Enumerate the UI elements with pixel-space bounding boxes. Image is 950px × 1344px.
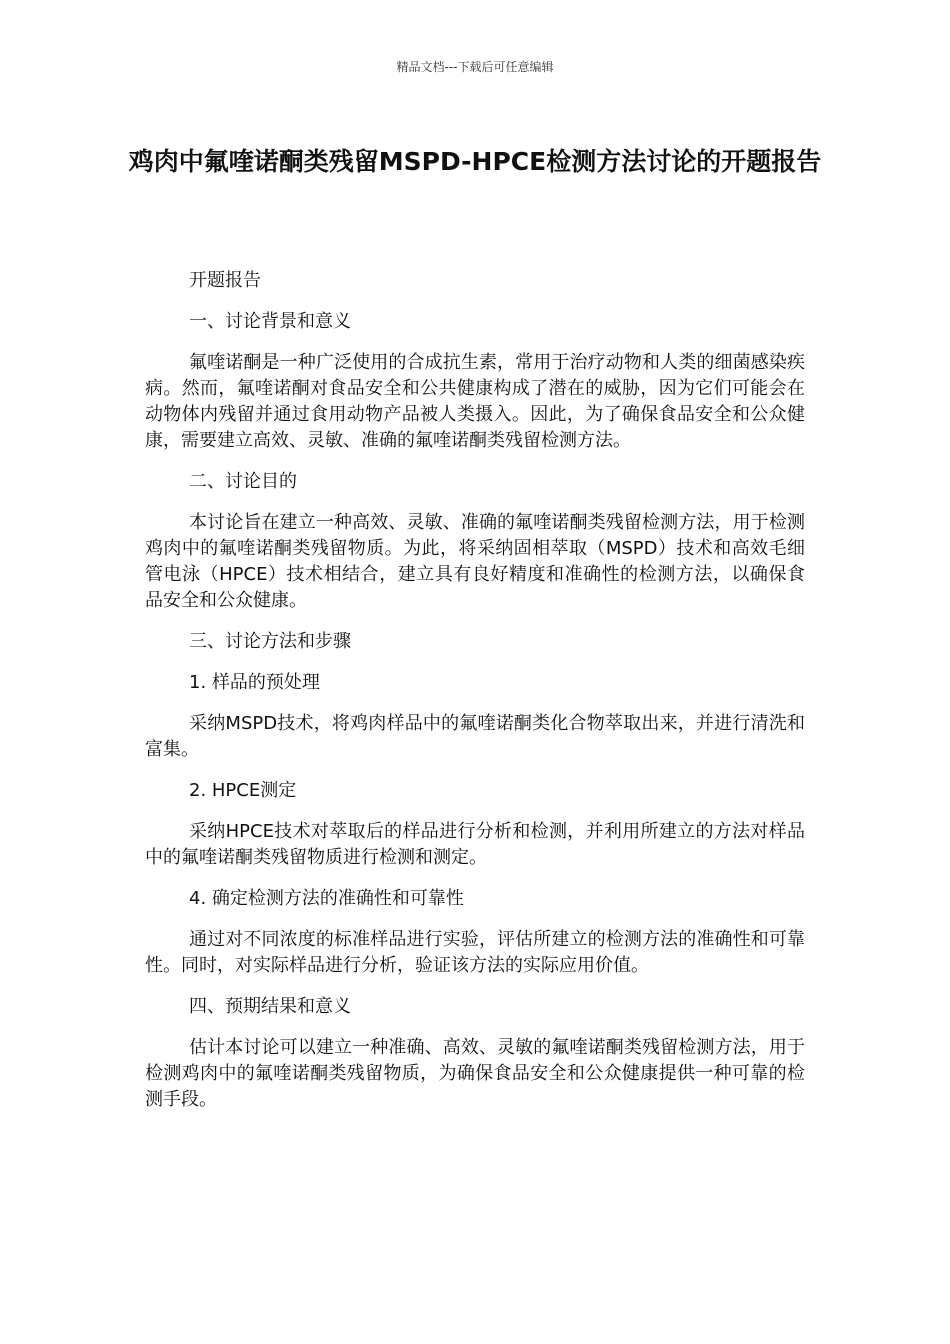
heading-proposal: 开题报告 <box>189 270 261 291</box>
step-heading-validation: 4. 确定检测方法的准确性和可靠性 <box>189 888 464 909</box>
document-title: 鸡肉中氟喹诺酮类残留MSPD-HPCE检测方法讨论的开题报告 <box>128 147 822 176</box>
paragraph-hpce: 采纳HPCE技术对萃取后的样品进行分析和检测，并利用所建立的方法对样品中的氟喹诺酮类残留物质进行检测和测定。 <box>145 821 805 868</box>
paragraph-purpose: 本讨论旨在建立一种高效、灵敏、准确的氟喹诺酮类残留检测方法，用于检测鸡肉中的氟喹诺酮类残留物质。为此，将采纳固相萃取（MSPD）技术和高效毛细管电泳（HPCE）技术相结合，建立具有良好精度和准确性的检测方法，以确保食品安全和公众健康。 <box>145 512 805 611</box>
document-body <box>145 268 805 1128</box>
page-header-note: 精品文档---下载后可任意编辑 <box>396 60 554 74</box>
step-heading-hpce: 2. HPCE测定 <box>189 780 297 801</box>
paragraph-pretreatment: 采纳MSPD技术，将鸡肉样品中的氟喹诺酮类化合物萃取出来，并进行清洗和富集。 <box>145 713 805 760</box>
section-heading-methods: 三、讨论方法和步骤 <box>189 631 351 652</box>
paragraph-validation: 通过对不同浓度的标准样品进行实验，评估所建立的检测方法的准确性和可靠性。同时，对实际样品进行分析，验证该方法的实际应用价值。 <box>145 929 805 976</box>
paragraph-background: 氟喹诺酮是一种广泛使用的合成抗生素，常用于治疗动物和人类的细菌感染疾病。然而，氟喹诺酮对食品安全和公共健康构成了潜在的威胁，因为它们可能会在动物体内残留并通过食用动物产品被人类摄入。因此，为了确保食品安全和公众健康，需要建立高效、灵敏、准确的氟喹诺酮类残留检测方法。 <box>145 352 805 451</box>
section-heading-background: 一、讨论背景和意义 <box>189 311 351 332</box>
step-heading-pretreatment: 1. 样品的预处理 <box>189 672 320 693</box>
section-heading-purpose: 二、讨论目的 <box>189 471 297 492</box>
paragraph-results: 估计本讨论可以建立一种准确、高效、灵敏的氟喹诺酮类残留检测方法，用于检测鸡肉中的氟喹诺酮类残留物质，为确保食品安全和公众健康提供一种可靠的检测手段。 <box>145 1037 805 1110</box>
section-heading-results: 四、预期结果和意义 <box>189 996 351 1017</box>
